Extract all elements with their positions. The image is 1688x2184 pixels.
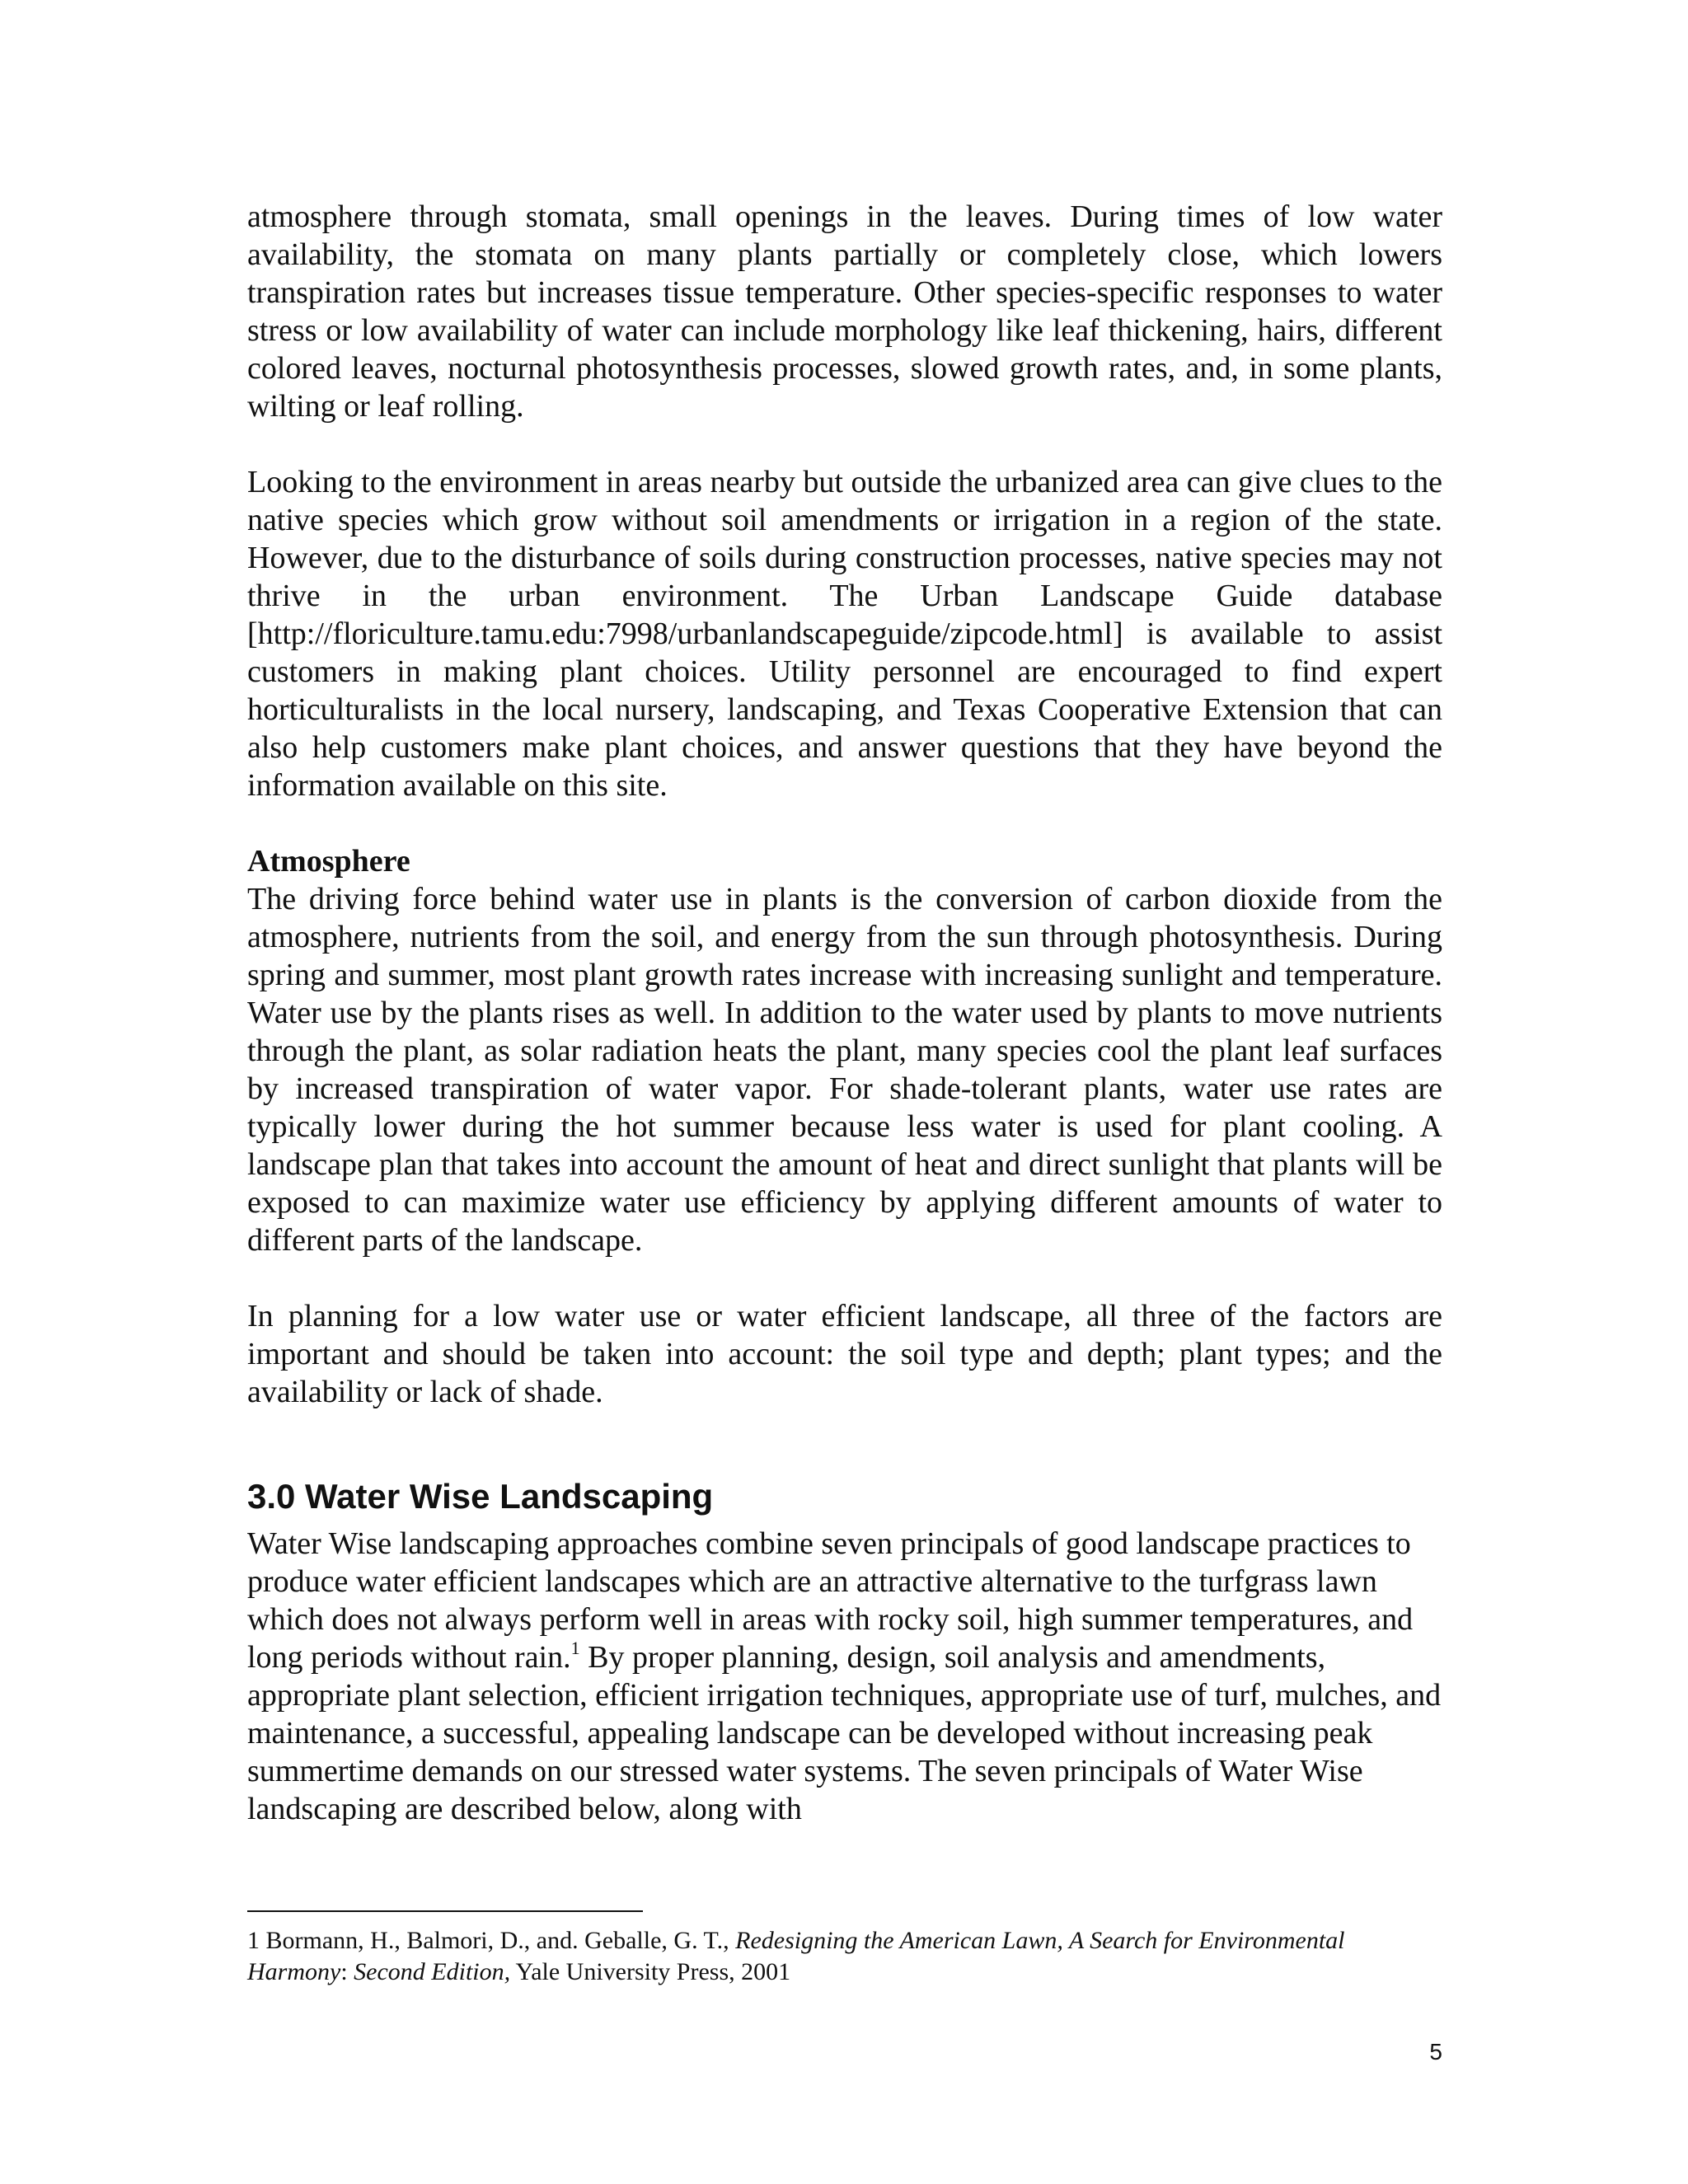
document-page: [247, 198, 1442, 1828]
body-paragraph-native-species: Looking to the environment in areas nearby but outside the urbanized area can give clues to the native species which grow without soil amendments or irrigation in a region of the state. However, due to the disturbance of soils during construction processes, native species may not thrive in the urban environment. The Urban Landscape Guide database [http://floriculture.tamu.edu:7998/urbanlandscapeguide/zipcode.html] is available to assist customers in making plant choices. Utility personnel are encouraged to find expert horticulturalists in the local nursery, landscaping, and Texas Cooperative Extension that can also help customers make plant choices, and answer questions that they have beyond the information available on this site.: [247, 465, 1442, 803]
water-wise-text-part2: By proper planning, design, soil analysis and amendments, appropriate plant selection, efficient irrigation techniques, appropriate use of turf, mulches, and maintenance, a successful, appealing landscape can be developed without increasing peak summertime demands on our stressed water systems. The seven principals of Water Wise landscaping are described below, along with: [247, 1640, 1442, 1826]
page-number: 5: [1429, 2039, 1442, 2064]
footnote-prefix: 1 Bormann, H., Balmori, D., and. Geballe, G. T.,: [247, 1927, 736, 1954]
footnote: [247, 1925, 1442, 1988]
body-paragraph-atmosphere: The driving force behind water use in plants is the conversion of carbon dioxide from the atmosphere, nutrients from the soil, and energy from the sun through photosynthesis. During spring and summer, most plant growth rates increase with increasing sunlight and temperature. Water use by the plants rises as well. In addition to the water used by plants to move nutrients through the plant, as solar radiation heats the plant, many species cool the plant leaf surfaces by increased transpiration of water vapor. For shade-tolerant plants, water use rates are typically lower during the hot summer because less water is used for plant cooling. A landscape plan that takes into account the amount of heat and direct sunlight that plants will be exposed to can maximize water use efficiency by applying different amounts of water to different parts of the landscape.: [247, 882, 1442, 1258]
water-wise-text-part1: Water Wise landscaping approaches combine seven principals of good landscape practices to produce water efficient landscapes which are an attractive alternative to the turfgrass lawn which does not always perform well in areas with rocky soil, high summer temperatures, and long periods without rain.: [247, 1526, 1414, 1675]
section-heading-water-wise: 3.0 Water Wise Landscaping: [247, 1477, 714, 1516]
body-paragraph-stomata: atmosphere through stomata, small openings in the leaves. During times of low water availability, the stomata on many plants partially or completely close, which lowers transpiration rates but increases tissue temperature. Other species-specific responses to water stress or low availability of water can include morphology like leaf thickening, hairs, different colored leaves, nocturnal photosynthesis processes, slowed growth rates, and, in some plants, wilting or leaf rolling.: [247, 199, 1442, 424]
footnote-publisher: Yale University Press, 2001: [510, 1958, 791, 1985]
footnote-divider: [247, 1910, 643, 1912]
footnote-title: Redesigning the American Lawn, A Search for Environmental Harmony: [247, 1927, 1345, 1985]
footnote-reference: 1: [570, 1638, 580, 1658]
subheading-atmosphere: Atmosphere: [247, 844, 410, 879]
body-paragraph-planning: In planning for a low water use or water efficient landscape, all three of the factors are important and should be taken into account: the soil type and depth; plant types; and the availability or lack of shade.: [247, 1299, 1442, 1409]
footnote-edition: Second Edition,: [354, 1958, 511, 1985]
body-paragraph-water-wise: [247, 1525, 1442, 1828]
footnote-colon: :: [340, 1958, 354, 1985]
